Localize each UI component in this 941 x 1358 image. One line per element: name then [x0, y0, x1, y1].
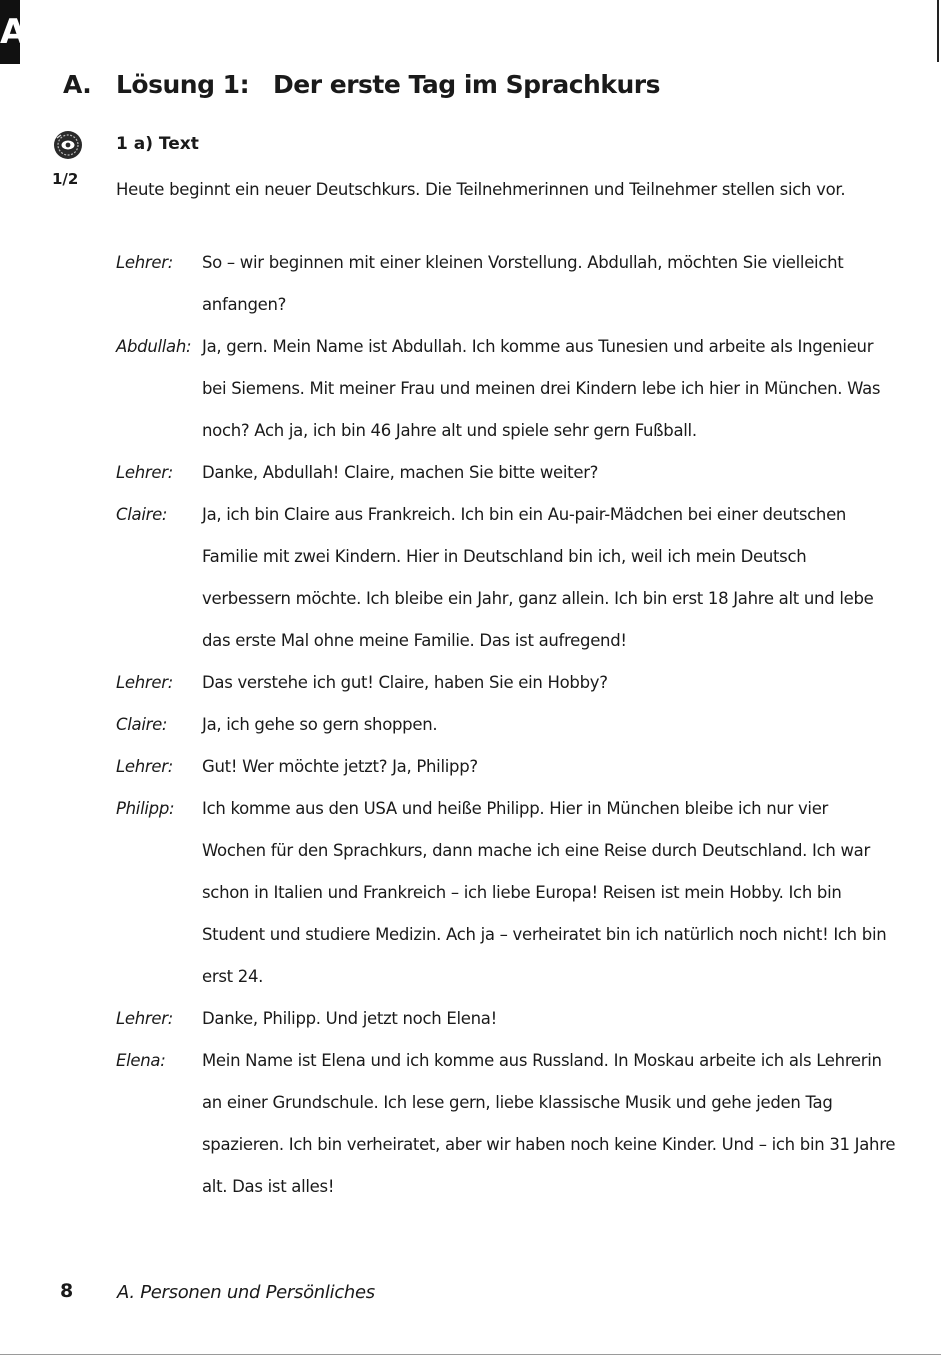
chapter-footer: A. Personen und Persönliches: [117, 1282, 375, 1303]
dialogue-turn: [116, 494, 896, 662]
dialogue-turn: [116, 242, 896, 326]
cd-track-number: 1/2: [52, 170, 79, 188]
speech-text: Das verstehe ich gut! Claire, haben Sie ein Hobby?: [202, 673, 608, 692]
solution-label: Lösung 1:: [116, 70, 250, 99]
speech-text: Gut! Wer möchte jetzt? Ja, Philipp?: [202, 757, 478, 776]
dialogue-turn: [116, 452, 896, 494]
page-number: 8: [60, 1280, 74, 1302]
section-letter: A.: [63, 70, 92, 99]
section-tab: A: [0, 0, 20, 64]
speaker-label: Lehrer:: [116, 673, 173, 692]
dialogue: [116, 242, 896, 1208]
speaker-label: Lehrer:: [116, 757, 173, 776]
dialogue-turn: [116, 998, 896, 1040]
speech-text: Ja, ich bin Claire aus Frankreich. Ich bin ein Au-pair-Mädchen bei einer deutschen Familie mit zwei Kindern. Hier in Deutschland bin ich, weil ich mein Deutsch verbessern möchte. Ich bleibe ein Jahr, ganz allein. Ich bin erst 18 Jahre alt und lebe das erste Mal ohne meine Familie. Das ist aufregend!: [202, 505, 874, 650]
cd-icon: [53, 130, 83, 160]
dialogue-turn: [116, 662, 896, 704]
dialogue-turn: [116, 788, 896, 998]
intro-text: Heute beginnt ein neuer Deutschkurs. Die Teilnehmerinnen und Teilnehmer stellen sich vor.: [116, 180, 846, 199]
speaker-label: Lehrer:: [116, 1009, 173, 1028]
speech-text: Ja, gern. Mein Name ist Abdullah. Ich komme aus Tunesien und arbeite als Ingenieur bei Siemens. Mit meiner Frau und meinen drei Kindern lebe ich hier in München. Was noch? Ach ja, ich bin 46 Jahre alt und spiele sehr gern Fußball.: [202, 337, 881, 440]
dialogue-turn: [116, 704, 896, 746]
speaker-label: Claire:: [116, 505, 168, 524]
margin-rule: [937, 0, 939, 62]
speech-text: Ja, ich gehe so gern shoppen.: [202, 715, 438, 734]
dialogue-turn: [116, 1040, 896, 1208]
speaker-label: Lehrer:: [116, 463, 173, 482]
speaker-label: Abdullah:: [116, 337, 192, 356]
speech-text: Danke, Abdullah! Claire, machen Sie bitte weiter?: [202, 463, 599, 482]
speech-text: Ich komme aus den USA und heiße Philipp. Hier in München bleibe ich nur vier Wochen für den Sprachkurs, dann mache ich eine Reise durch Deutschland. Ich war schon in Italien und Frankreich – ich liebe Europa! Reisen ist mein Hobby. Ich bin Student und studiere Medizin. Ach ja – verheiratet bin ich natürlich noch nicht! Ich bin erst 24.: [202, 799, 887, 986]
page-title: Der erste Tag im Sprachkurs: [273, 70, 660, 99]
dialogue-turn: [116, 746, 896, 788]
speaker-label: Claire:: [116, 715, 168, 734]
speech-text: Danke, Philipp. Und jetzt noch Elena!: [202, 1009, 497, 1028]
speaker-label: Lehrer:: [116, 253, 173, 272]
speech-text: Mein Name ist Elena und ich komme aus Russland. In Moskau arbeite ich als Lehrerin an einer Grundschule. Ich lese gern, liebe klassische Musik und gehe jeden Tag spazieren. Ich bin verheiratet, aber wir haben noch keine Kinder. Und – ich bin 31 Jahre alt. Das ist alles!: [202, 1051, 896, 1196]
dialogue-turn: [116, 326, 896, 452]
page-edge-rule: [0, 1354, 941, 1355]
exercise-label: 1 a) Text: [116, 134, 199, 154]
speech-text: So – wir beginnen mit einer kleinen Vorstellung. Abdullah, möchten Sie vielleicht anfangen?: [202, 253, 844, 314]
speaker-label: Philipp:: [116, 799, 175, 818]
speaker-label: Elena:: [116, 1051, 166, 1070]
